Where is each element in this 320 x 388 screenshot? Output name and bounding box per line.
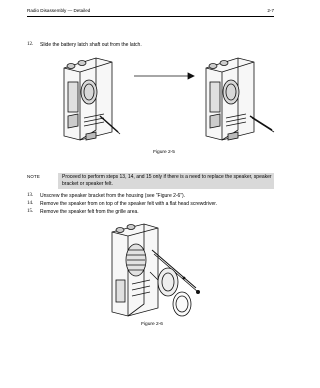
speaker-felt xyxy=(173,292,191,316)
radio-housing-left xyxy=(64,58,120,140)
figure-caption: Figure 2-6 xyxy=(141,322,163,327)
page-number: 2-7 xyxy=(267,8,274,13)
note-label: NOTE xyxy=(27,174,40,179)
figure-caption: Figure 2-5 xyxy=(153,150,175,155)
radio-housing-exploded xyxy=(112,224,158,316)
step-text: Unscrew the speaker bracket from the housing (see “Figure 2-6”). xyxy=(40,193,186,199)
step-text: Slide the battery latch shaft out from the latch. xyxy=(40,42,142,48)
step-number: 13. xyxy=(27,193,34,198)
step-number: 12. xyxy=(27,42,34,47)
figure-2-5-illustration xyxy=(56,52,276,142)
step-text: Remove the speaker from on top of the speaker felt with a flat head screwdriver. xyxy=(40,201,218,207)
arrow-icon xyxy=(134,73,194,79)
figure-2-6-illustration xyxy=(100,220,210,320)
step-text: Remove the speaker felt from the grille area. xyxy=(40,209,139,215)
radio-housing-right xyxy=(206,58,274,140)
step-number: 14. xyxy=(27,201,34,206)
step-number: 15. xyxy=(27,209,34,214)
header-rule xyxy=(27,16,274,17)
note-text: Proceed to perform steps 13, 14, and 15 only if there is a need to replace the speaker, speaker bracket or speaker felt. xyxy=(62,174,272,187)
running-header-title: Radio Disassembly — Detailed xyxy=(27,8,91,13)
